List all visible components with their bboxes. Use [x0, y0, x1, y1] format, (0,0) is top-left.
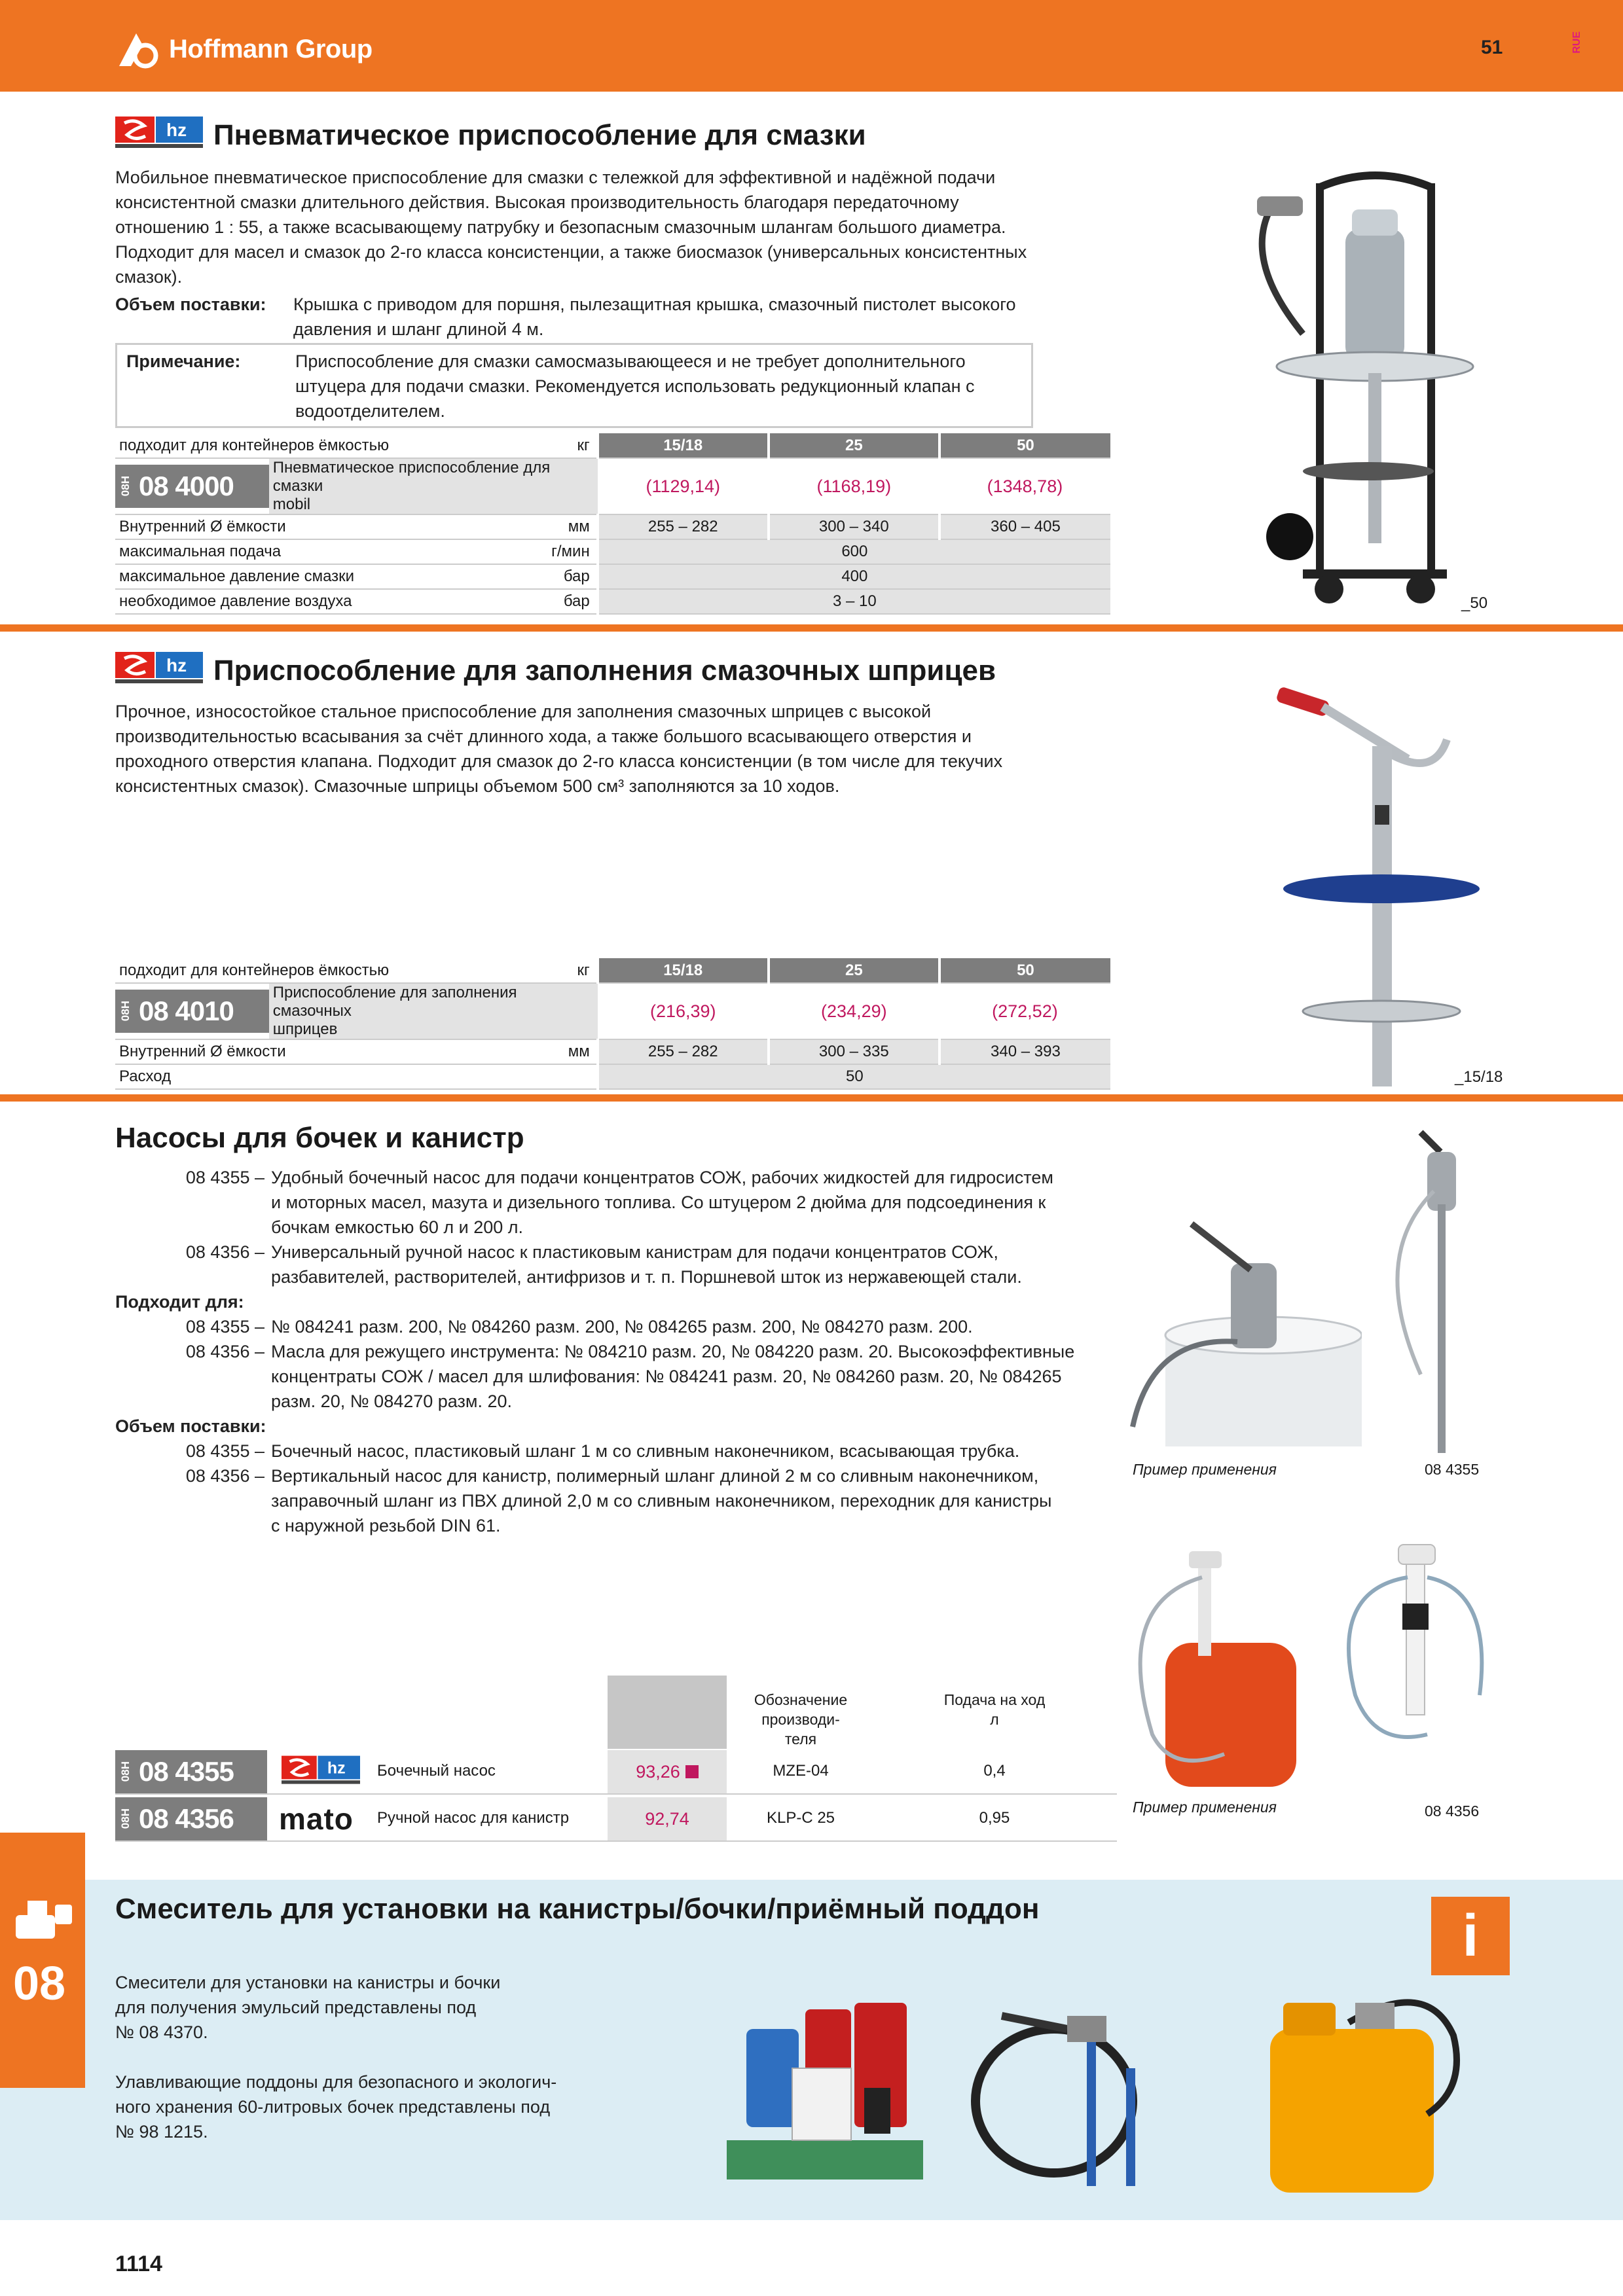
col-header: 25 [769, 433, 939, 458]
grease-filler-image [1277, 681, 1486, 1093]
image-caption: _50 [1461, 594, 1488, 612]
article-number[interactable]: 08Н 08 4356 [115, 1797, 267, 1840]
text-line: ного хранения 60-литровых бочек представлены под [115, 2097, 551, 2117]
price: (1129,14) [598, 458, 769, 514]
price: 92,74 [645, 1808, 689, 1829]
pump-descriptions [115, 1165, 1123, 1538]
text-line: для получения эмульсий представлены под [115, 1998, 477, 2017]
text-line: давления и шланг длиной 4 м. [293, 319, 544, 339]
col-header: 15/18 [598, 433, 769, 458]
section-description [115, 165, 1110, 289]
article-number[interactable]: 08Н 08 4355 [115, 1750, 267, 1793]
text-line: Улавливающие поддоны для безопасного и экологич- [115, 2072, 557, 2092]
text-line: Мобильное пневматическое приспособление для смазки с тележкой для эффективной и надёжной подачи [115, 168, 996, 187]
price-cell [608, 1797, 727, 1840]
new-marker-icon [685, 1765, 699, 1778]
price: (1168,19) [769, 458, 939, 514]
text-line: производительностью всасывания за счёт длинного хода, а также большого всасывающего отверстия и [115, 726, 972, 746]
section-description [115, 699, 1110, 798]
col-header-maker: Обозначение производи- теля [754, 1691, 848, 1748]
table-row: Расход 50 [115, 1064, 1110, 1089]
table-row: необходимое давление воздуха бар 3 – 10 [115, 589, 1110, 614]
barrel-pump-image [1381, 1126, 1486, 1453]
list-item: 08 4355 – Удобный бочечный насос для подачи концентратов СОЖ, рабочих жидкостей для гидросистем и моторных масел, мазута и дизельного топлива. Со штуцером 2 дюйма для подсоединения к бочкам емкостью 60 л и 200 л. [185, 1168, 1053, 1237]
text-line: водоотделителем. [295, 401, 445, 421]
table-row: максимальное давление смазки бар 400 [115, 564, 1110, 589]
canister-mixer-image [1257, 1983, 1473, 2199]
text-line: отношению 1 : 55, а также всасывающему патрубку и безопасным смазочным шлангам большого диаметра. [115, 217, 1006, 237]
price: 93,26 [636, 1761, 680, 1782]
col-header: 25 [769, 958, 939, 983]
list-item: 08 4356 – Масла для режущего инструмента: № 084210 разм. 20, № 084220 разм. 20. Высокоэффективные концентраты СОЖ / масел для шлифования: № 084241 разм. 20, № 084260 разм. 20, № 084265 разм. 20, № 084270 разм. 20. [185, 1342, 1075, 1411]
brand-mato-logo: mato [279, 1802, 354, 1836]
text-line: штуцера для подачи смазки. Рекомендуется использовать редукционный клапан с [295, 376, 975, 396]
section-divider [0, 1094, 1623, 1102]
price: (1348,78) [939, 458, 1110, 514]
chapter-number: 08 [13, 1958, 66, 2010]
svg-text:hz: hz [166, 655, 187, 675]
brand-hz-logo [282, 1755, 360, 1789]
section-page-number: 51 [1481, 37, 1503, 58]
list-item: 08 4356 – Универсальный ручной насос к пластиковым канистрам для подачи концентратов СОЖ, разбавителей, растворителей, антифризов и т. п. Поршневой шток из нержавеющей стали. [185, 1242, 1022, 1287]
brand-hz-logo [115, 652, 203, 688]
article-number[interactable]: 08Н 08 4010 [115, 990, 269, 1033]
list-item: 08 4355 – Бочечный насос, пластиковый шланг 1 м со сливным наконечником, всасывающая трубка. [185, 1441, 1020, 1461]
text-line: № 98 1215. [115, 2122, 208, 2142]
note-box [115, 343, 1033, 428]
article-number[interactable]: 08Н 08 4000 [115, 465, 269, 508]
pump-table-header [608, 1676, 1117, 1749]
text-line: проходного отверстия клапана. Подходит для смазок до 2-го класса консистенции (в том числе для текучих [115, 751, 1003, 771]
delivery-text [293, 292, 1112, 342]
image-code: 08 4355 [1425, 1461, 1480, 1478]
table-row: Внутренний Ø ёмкости мм 255 – 282 300 – 340 360 – 405 [115, 514, 1110, 539]
text-line: Крышка с приводом для поршня, пылезащитная крышка, смазочный пистолет высокого [293, 295, 1016, 314]
product-name: Ручной насос для канистр [377, 1809, 570, 1827]
text-line: смазок). [115, 267, 183, 287]
list-item: 08 4356 – Вертикальный насос для канистр, полимерный шланг длиной 2 м со сливным наконечником, заправочный шланг из ПВХ длиной 2,0 м со сливным наконечником, переходник для канистры с наружной резьбой DIN 61. [185, 1466, 1052, 1535]
col-header: 50 [939, 433, 1110, 458]
image-caption: _15/18 [1455, 1068, 1503, 1086]
table-header-row: подходит для контейнеров ёмкостью кг 15/18 25 50 [115, 958, 1110, 983]
hz-brand-icon [282, 1755, 360, 1785]
brand-logo[interactable] [117, 26, 373, 72]
mixer-hose-image [962, 1990, 1224, 2199]
page-number: 1114 [115, 2251, 162, 2276]
note-text [295, 349, 1022, 423]
image-caption: Пример применения [1133, 1799, 1277, 1816]
section-divider [0, 624, 1623, 632]
text-line: Приспособление для смазки самосмазывающееся и не требует дополнительного [295, 351, 966, 371]
section-title: Пневматическое приспособление для смазки [213, 119, 866, 151]
text-line: Смесители для установки на канистры и бочки [115, 1973, 501, 1992]
maker-code: MZE-04 [773, 1762, 829, 1780]
article-row[interactable] [115, 458, 1110, 514]
spill-pallet-image [720, 1990, 936, 2199]
table-header-row [115, 433, 1110, 458]
text-line: консистентной смазки длительного действия. Высокая производительность благодаря передаточному [115, 192, 959, 212]
col-header-feed: Подача на ход л [943, 1691, 1046, 1728]
hoffmann-logo-icon [117, 29, 160, 69]
table-row: максимальная подача г/мин 600 [115, 539, 1110, 564]
delivery-label: Объем поставки: [115, 295, 266, 314]
article-description: Пневматическое приспособление для смазки mobil [269, 458, 598, 514]
brand-hz-logo [115, 117, 203, 152]
table-row[interactable] [115, 1749, 1117, 1795]
product-name: Бочечный насос [377, 1762, 496, 1780]
section-title: Приспособление для заполнения смазочных шприцев [213, 655, 996, 687]
fits-label: Подходит для: [115, 1292, 244, 1312]
price: (234,29) [769, 983, 939, 1039]
text-line: Подходит для масел и смазок до 2-го класса консистенции, а также биосмазок (универсальных консистентных [115, 242, 1027, 262]
list-item: 08 4355 – № 084241 разм. 200, № 084260 разм. 200, № 084265 разм. 200, № 084270 разм. 200. [185, 1317, 973, 1336]
svg-text:hz: hz [166, 120, 187, 140]
spec-table [115, 958, 1110, 1090]
image-code: 08 4356 [1425, 1803, 1480, 1820]
language-code: RUE [1571, 31, 1582, 54]
delivery-label: Объем поставки: [115, 1416, 266, 1436]
maker-code: KLP-C 25 [766, 1809, 835, 1827]
image-caption: Пример применения [1133, 1461, 1277, 1478]
text-line: консистентных смазок). Смазочные шприцы объемом 500 см³ заполняются за 10 ходов. [115, 776, 840, 796]
brand-name: Hoffmann Group [169, 34, 373, 63]
table-row[interactable] [115, 1796, 1117, 1842]
spec-table [115, 433, 1110, 615]
price-col-header [608, 1676, 727, 1749]
section-title: Смеситель для установки на канистры/бочки/приёмный поддон [115, 1893, 1040, 1925]
feed-value: 0,4 [983, 1762, 1006, 1780]
price: (272,52) [939, 983, 1110, 1039]
info-text [115, 1970, 613, 2144]
article-row[interactable] [115, 983, 1110, 1039]
price: (216,39) [598, 983, 769, 1039]
section-title: Насосы для бочек и канистр [115, 1122, 524, 1154]
chapter-pump-icon [12, 1892, 75, 1944]
hz-brand-icon [115, 652, 203, 685]
col-header: 15/18 [598, 958, 769, 983]
canister-pump-example-image [1126, 1538, 1342, 1793]
note-label: Примечание: [126, 351, 241, 371]
barrel-pump-example-image [1126, 1191, 1362, 1446]
text-line: Прочное, износостойкое стальное приспособление для заполнения смазочных шприцев с высокой [115, 702, 932, 721]
col-header: 50 [939, 958, 1110, 983]
price-cell [608, 1750, 727, 1793]
svg-text:hz: hz [327, 1759, 346, 1778]
hz-brand-icon [115, 117, 203, 149]
table-row: Внутренний Ø ёмкости мм 255 – 282 300 – 335 340 – 393 [115, 1039, 1110, 1064]
canister-pump-image [1336, 1538, 1493, 1793]
header-label: подходит для контейнеров ёмкостью кг [115, 433, 598, 458]
feed-value: 0,95 [979, 1809, 1010, 1827]
article-description: Приспособление для заполнения смазочных шприцев [269, 983, 598, 1039]
text-line: № 08 4370. [115, 2022, 208, 2042]
info-icon[interactable]: i [1431, 1897, 1510, 1975]
grease-cart-image [1231, 170, 1480, 615]
